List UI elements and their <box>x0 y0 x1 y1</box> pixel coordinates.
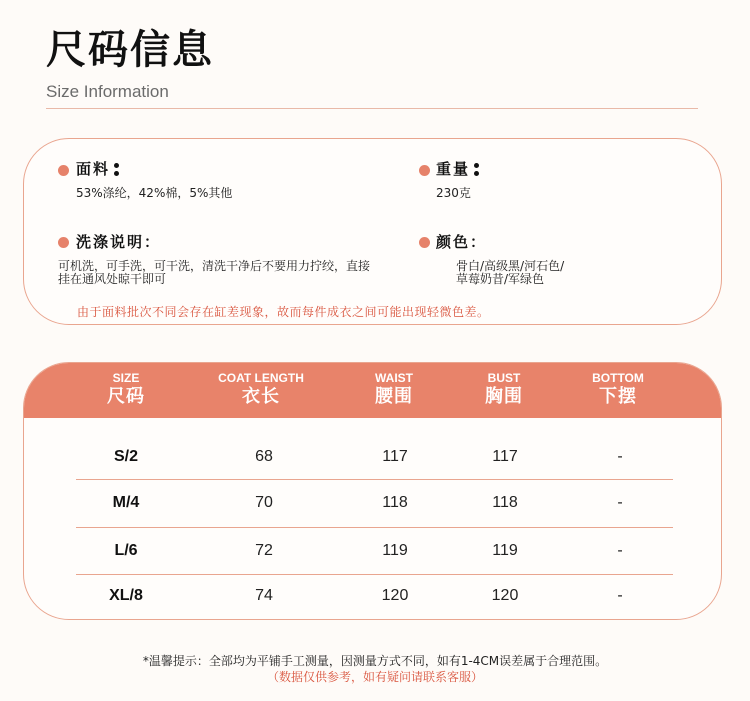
bottom-cell: - <box>617 587 623 604</box>
bullet-dot-icon <box>58 237 69 248</box>
column-header-waist: WAIST 腰围 <box>375 371 413 407</box>
coat-length-cell: 68 <box>255 448 273 465</box>
row-divider <box>76 527 673 528</box>
column-header-bust: BUST 胸围 <box>485 371 523 407</box>
bottom-cell: - <box>617 448 623 465</box>
reference-note: （数据仅供参考，如有疑问请联系客服） <box>266 670 483 684</box>
color-label: 颜色： <box>436 233 488 251</box>
table-row <box>24 576 721 616</box>
coat-length-cell: 70 <box>255 494 273 511</box>
column-header-coat-length: COAT LENGTH 衣长 <box>218 371 304 407</box>
wash-line-1: 可机洗，可手洗，可干洗，清洗干净后不要用力拧绞，直接 <box>58 259 371 273</box>
measurement-tip: *温馨提示：全部均为平铺手工测量，因测量方式不同，如有1-4CM误差属于合理范围。 <box>142 654 608 668</box>
fabric-label: 面料 <box>76 158 119 179</box>
waist-cell: 119 <box>382 542 408 559</box>
weight-label: 重量 <box>436 158 479 179</box>
color-line-2: 草莓奶昔/军绿色 <box>456 272 545 286</box>
table-row <box>24 483 721 523</box>
colon-icon <box>114 160 119 179</box>
table-header <box>24 363 721 418</box>
weight-value: 230克 <box>436 186 471 200</box>
row-divider <box>76 574 673 575</box>
coat-length-cell: 74 <box>255 587 273 604</box>
row-divider <box>76 479 673 480</box>
page-subtitle: Size Information <box>46 82 169 101</box>
column-header-bottom: BOTTOM 下摆 <box>592 371 644 407</box>
size-cell: L/6 <box>114 542 138 559</box>
bottom-cell: - <box>617 494 623 511</box>
wash-line-2: 挂在通风处晾干即可 <box>58 272 167 286</box>
coat-length-cell: 72 <box>255 542 273 559</box>
bullet-dot-icon <box>419 237 430 248</box>
table-row <box>24 437 721 477</box>
color-variance-notice: 由于面料批次不同会存在缸差现象，故而每件成衣之间可能出现轻微色差。 <box>77 305 490 319</box>
waist-cell: 120 <box>381 587 409 604</box>
waist-cell: 118 <box>382 494 408 511</box>
size-table <box>23 362 722 620</box>
title-divider <box>46 108 698 109</box>
column-header-size: SIZE 尺码 <box>107 371 145 407</box>
page-title: 尺码信息 <box>46 27 214 73</box>
bust-cell: 118 <box>492 494 518 511</box>
waist-cell: 117 <box>382 448 408 465</box>
colon-icon <box>474 160 479 179</box>
size-cell: XL/8 <box>109 587 143 604</box>
table-row <box>24 531 721 571</box>
bullet-dot-icon <box>419 165 430 176</box>
size-cell: M/4 <box>112 494 140 511</box>
color-line-1: 骨白/高级黑/河石色/ <box>456 259 565 273</box>
size-cell: S/2 <box>113 448 138 465</box>
fabric-value: 53%涤纶，42%棉，5%其他 <box>76 186 233 200</box>
bottom-cell: - <box>617 542 623 559</box>
bust-cell: 120 <box>491 587 519 604</box>
bust-cell: 117 <box>492 448 518 465</box>
bust-cell: 119 <box>492 542 518 559</box>
wash-label: 洗涤说明： <box>76 233 162 251</box>
bullet-dot-icon <box>58 165 69 176</box>
product-info-panel <box>23 138 722 325</box>
